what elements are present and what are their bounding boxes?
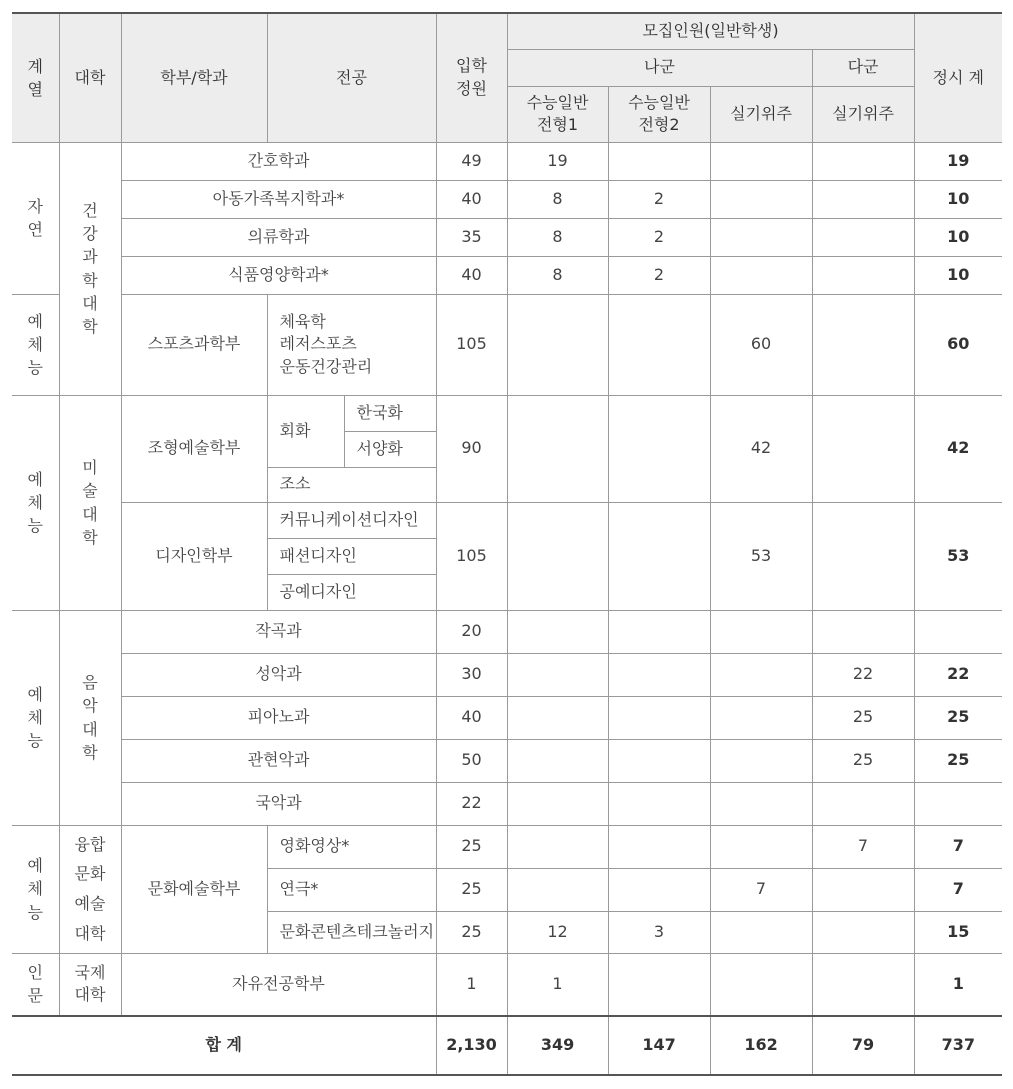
admission-quota-table-container [12, 12, 1002, 1076]
category-cell: 예 체 능 [12, 825, 59, 953]
table-row [12, 825, 1002, 868]
sub-major-cell: 한국화 [344, 395, 436, 431]
major-cell: 커뮤니케이션디자인 [267, 502, 436, 538]
quota-cell: 105 [436, 294, 507, 395]
major-cell: 조소 [267, 467, 436, 502]
total-na-practical: 162 [710, 1016, 812, 1075]
na-type2-cell [608, 395, 710, 502]
category-cell: 예 체 능 [12, 294, 59, 395]
quota-cell: 40 [436, 256, 507, 294]
department-cell: 조형예술학부 [121, 395, 267, 502]
table-row [12, 142, 1002, 180]
na-practical-cell [710, 142, 812, 180]
header-na-type1: 수능일반 전형1 [507, 86, 608, 142]
na-practical-cell [710, 739, 812, 782]
major-cell: 패션디자인 [267, 538, 436, 574]
na-practical-cell: 7 [710, 868, 812, 911]
table-row [12, 502, 1002, 538]
department-cell: 문화예술학부 [121, 825, 267, 953]
department-cell: 간호학과 [121, 142, 436, 180]
quota-cell: 49 [436, 142, 507, 180]
da-practical-cell [812, 395, 914, 502]
da-practical-cell [812, 142, 914, 180]
major-cell: 문화콘텐츠테크놀러지 [267, 911, 436, 953]
total-cell: 1 [914, 953, 1002, 1016]
total-cell [914, 610, 1002, 653]
department-cell: 작곡과 [121, 610, 436, 653]
total-quota: 2,130 [436, 1016, 507, 1075]
na-practical-cell [710, 610, 812, 653]
quota-cell: 35 [436, 218, 507, 256]
na-type1-cell [507, 868, 608, 911]
quota-cell: 1 [436, 953, 507, 1016]
quota-cell: 20 [436, 610, 507, 653]
header-department: 학부/학과 [121, 13, 267, 142]
table-row [12, 610, 1002, 653]
header-college: 대학 [59, 13, 121, 142]
department-cell: 디자인학부 [121, 502, 267, 610]
major-cell: 공예디자인 [267, 574, 436, 610]
da-practical-cell [812, 911, 914, 953]
major-cell: 연극* [267, 868, 436, 911]
na-type2-cell [608, 696, 710, 739]
quota-cell: 40 [436, 180, 507, 218]
header-group-na: 나군 [507, 49, 812, 86]
da-practical-cell: 7 [812, 825, 914, 868]
quota-cell: 105 [436, 502, 507, 610]
total-cell: 15 [914, 911, 1002, 953]
da-practical-cell [812, 218, 914, 256]
department-cell: 식품영양학과* [121, 256, 436, 294]
college-cell: 음 악 대 학 [59, 610, 121, 825]
da-practical-cell [812, 256, 914, 294]
total-cell: 7 [914, 825, 1002, 868]
na-type2-cell [608, 782, 710, 825]
category-cell: 자 연 [12, 142, 59, 294]
total-cell: 10 [914, 256, 1002, 294]
quota-cell: 25 [436, 825, 507, 868]
na-type1-cell: 8 [507, 256, 608, 294]
na-type2-cell: 3 [608, 911, 710, 953]
na-type2-cell [608, 739, 710, 782]
major-cell: 회화 [267, 395, 344, 467]
admission-quota-table [12, 12, 1002, 1076]
total-cell [914, 782, 1002, 825]
grand-total: 737 [914, 1016, 1002, 1075]
na-practical-cell [710, 911, 812, 953]
da-practical-cell [812, 953, 914, 1016]
quota-cell: 25 [436, 911, 507, 953]
department-cell: 성악과 [121, 653, 436, 696]
total-cell: 19 [914, 142, 1002, 180]
da-practical-cell [812, 180, 914, 218]
da-practical-cell [812, 610, 914, 653]
na-practical-cell [710, 953, 812, 1016]
total-na-type2: 147 [608, 1016, 710, 1075]
table-row [12, 256, 1002, 294]
department-cell: 자유전공학부 [121, 953, 436, 1016]
total-cell: 10 [914, 180, 1002, 218]
header-na-practical: 실기위주 [710, 86, 812, 142]
header-category: 계 열 [12, 13, 59, 142]
table-row [12, 218, 1002, 256]
da-practical-cell: 25 [812, 696, 914, 739]
table-row [12, 739, 1002, 782]
na-practical-cell [710, 180, 812, 218]
quota-cell: 90 [436, 395, 507, 502]
header-quota: 입학 정원 [436, 13, 507, 142]
na-type1-cell: 12 [507, 911, 608, 953]
header-da-practical: 실기위주 [812, 86, 914, 142]
department-cell: 스포츠과학부 [121, 294, 267, 395]
college-cell: 융합 문화 예술 대학 [59, 825, 121, 953]
na-type1-cell: 8 [507, 180, 608, 218]
na-type2-cell [608, 610, 710, 653]
total-cell: 25 [914, 739, 1002, 782]
na-practical-cell [710, 256, 812, 294]
total-na-type1: 349 [507, 1016, 608, 1075]
na-type1-cell [507, 782, 608, 825]
department-cell: 의류학과 [121, 218, 436, 256]
na-practical-cell: 60 [710, 294, 812, 395]
na-type1-cell [507, 294, 608, 395]
na-practical-cell [710, 696, 812, 739]
quota-cell: 22 [436, 782, 507, 825]
na-type2-cell [608, 294, 710, 395]
na-type1-cell: 8 [507, 218, 608, 256]
quota-cell: 25 [436, 868, 507, 911]
header-na-type2: 수능일반 전형2 [608, 86, 710, 142]
college-cell: 국제 대학 [59, 953, 121, 1016]
na-type1-cell [507, 610, 608, 653]
department-cell: 아동가족복지학과* [121, 180, 436, 218]
na-type1-cell [507, 395, 608, 502]
quota-cell: 30 [436, 653, 507, 696]
total-cell: 7 [914, 868, 1002, 911]
na-type2-cell [608, 868, 710, 911]
na-practical-cell: 42 [710, 395, 812, 502]
na-practical-cell [710, 782, 812, 825]
na-type1-cell [507, 739, 608, 782]
department-cell: 피아노과 [121, 696, 436, 739]
table-row [12, 395, 1002, 431]
na-type2-cell [608, 825, 710, 868]
na-type1-cell: 1 [507, 953, 608, 1016]
category-cell: 예 체 능 [12, 610, 59, 825]
major-cell: 체육학 레저스포츠 운동건강관리 [267, 294, 436, 395]
na-type2-cell [608, 953, 710, 1016]
table-row [12, 653, 1002, 696]
na-type1-cell: 19 [507, 142, 608, 180]
na-type1-cell [507, 696, 608, 739]
da-practical-cell: 25 [812, 739, 914, 782]
college-cell: 건 강 과 학 대 학 [59, 142, 121, 395]
na-type2-cell: 2 [608, 218, 710, 256]
category-cell: 예 체 능 [12, 395, 59, 610]
da-practical-cell: 22 [812, 653, 914, 696]
department-cell: 관현악과 [121, 739, 436, 782]
table-row [12, 180, 1002, 218]
department-cell: 국악과 [121, 782, 436, 825]
header-recruitment: 모집인원(일반학생) [507, 13, 914, 49]
total-cell: 22 [914, 653, 1002, 696]
table-row [12, 782, 1002, 825]
table-row [12, 953, 1002, 1016]
category-cell: 인 문 [12, 953, 59, 1016]
na-type2-cell: 2 [608, 256, 710, 294]
total-da-practical: 79 [812, 1016, 914, 1075]
na-practical-cell [710, 218, 812, 256]
major-cell: 영화영상* [267, 825, 436, 868]
header-group-da: 다군 [812, 49, 914, 86]
da-practical-cell [812, 502, 914, 610]
total-label: 합 계 [12, 1016, 436, 1075]
total-cell: 10 [914, 218, 1002, 256]
na-type1-cell [507, 502, 608, 610]
quota-cell: 40 [436, 696, 507, 739]
total-cell: 25 [914, 696, 1002, 739]
da-practical-cell [812, 782, 914, 825]
na-practical-cell [710, 653, 812, 696]
table-row [12, 696, 1002, 739]
na-type1-cell [507, 825, 608, 868]
na-type2-cell [608, 653, 710, 696]
na-type1-cell [507, 653, 608, 696]
sub-major-cell: 서양화 [344, 431, 436, 467]
table-row [12, 294, 1002, 395]
na-type2-cell [608, 502, 710, 610]
na-type2-cell: 2 [608, 180, 710, 218]
na-type2-cell [608, 142, 710, 180]
da-practical-cell [812, 294, 914, 395]
total-cell: 60 [914, 294, 1002, 395]
header-major: 전공 [267, 13, 436, 142]
total-row [12, 1016, 1002, 1075]
total-cell: 42 [914, 395, 1002, 502]
da-practical-cell [812, 868, 914, 911]
na-practical-cell [710, 825, 812, 868]
na-practical-cell: 53 [710, 502, 812, 610]
header-total: 정시 계 [914, 13, 1002, 142]
college-cell: 미 술 대 학 [59, 395, 121, 610]
total-cell: 53 [914, 502, 1002, 610]
quota-cell: 50 [436, 739, 507, 782]
